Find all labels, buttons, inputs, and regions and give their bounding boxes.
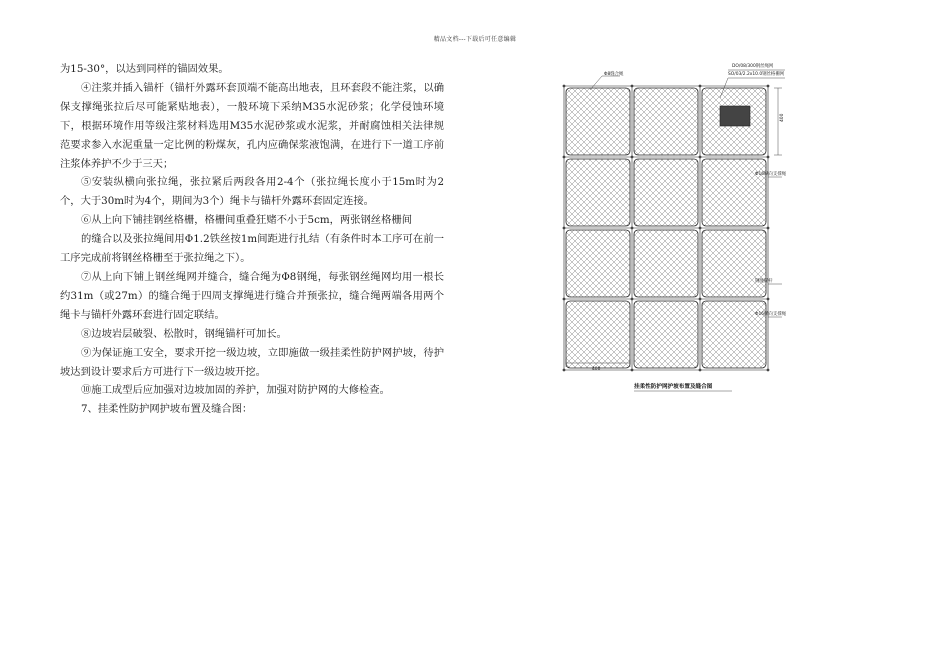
rope-anchor (631, 85, 634, 88)
label-anchor: 钢绳锚杆 (755, 279, 773, 284)
rope-anchor (631, 156, 634, 159)
net-panel (634, 88, 698, 155)
rope-anchor (699, 298, 702, 301)
net-panel (566, 88, 630, 155)
wire-grid-sample (720, 106, 750, 126)
label-cell-height: 400 (780, 113, 785, 122)
rope-anchor (631, 298, 634, 301)
paragraph: 7、挂柔性防护网护坡布置及缝合图： (81, 403, 253, 416)
label-horizontal-rope: Φ16横向支撑绳 (755, 312, 786, 317)
rope-anchor (563, 369, 566, 372)
rope-anchor (631, 369, 634, 372)
paragraph: ⑥从上向下铺挂钢丝格栅，格栅间重叠狂赌不小于5cm，两张钢丝格栅间 (81, 214, 412, 227)
paragraph: ④注浆并插入锚杆（锚杆外露环套顶端不能高出地表，且环套段不能注浆，以确保支撑绳张拉后尽可能紧贴地表），一般环境下采纳M35水泥砂浆；化学侵蚀环境下，根据环境作用等级注浆材料选用M35水泥砂浆或水泥浆，并耐腐蚀相关法律规范要求参入水泥重量一定比例的粉煤灰，孔内应确保浆液饱满，在进行下一道工序前注浆体养护不少于三天； (60, 81, 444, 170)
net-panel (702, 159, 766, 226)
paragraph: ⑨为保证施工安全，要求开挖一级边坡，立即施做一级挂柔性防护网护坡，待护坡达到设计要求后方可进行下一级边坡开挖。 (60, 346, 444, 378)
net-panel (702, 230, 766, 297)
net-panel (634, 159, 698, 226)
label-cell-width: 400 (592, 367, 601, 372)
label-wire-grid: SO/03/2.2x10.0钢丝格栅网 (728, 72, 785, 77)
net-layout-svg (560, 58, 800, 398)
label-vertical-rope: Φ16纵向支撑绳 (755, 172, 786, 177)
rope-anchor (699, 156, 702, 159)
rope-anchor (699, 85, 702, 88)
paragraph: 的缝合以及张拉绳间用Φ1.2铁丝按1m间距进行扎结（有条件时本工序可在前一工序完成前将钢丝格栅至于张拉绳之下）。 (60, 233, 444, 265)
rope-anchor (767, 85, 770, 88)
rope-anchor (767, 369, 770, 372)
rope-anchor (767, 156, 770, 159)
paragraph: ⑩施工成型后应加强对边坡加固的养护，加强对防护网的大修检查。 (81, 384, 390, 397)
label-wire-net: DO/08/300钢丝绳网 (732, 64, 774, 69)
rope-anchor (699, 227, 702, 230)
rope-anchor (563, 85, 566, 88)
rope-anchor (563, 156, 566, 159)
net-panel (634, 301, 698, 368)
rope-anchor (767, 227, 770, 230)
rope-anchor (631, 227, 634, 230)
rope-anchor (767, 298, 770, 301)
paragraph: 为15-30°，以达到同样的锚固效果。 (60, 63, 229, 75)
net-layout-diagram (560, 58, 800, 398)
paragraph: ⑧边坡岩层破裂、松散时，钢绳锚杆可加长。 (81, 327, 287, 340)
diagram-caption: 挂柔性防护网护坡布置及缝合图 (634, 384, 713, 390)
net-panel (566, 301, 630, 368)
net-panel (566, 159, 630, 226)
paragraph: ⑤安装纵横向张拉绳，张拉紧后两段各用2-4个（张拉绳长度小于15m时为2个，大于30m时为4个，期间为3个）绳卡与锚杆外露环套固定连接。 (60, 176, 444, 208)
rope-anchor (563, 298, 566, 301)
label-stitch-rope: Φ8缝合绳 (604, 72, 624, 77)
net-panel (566, 230, 630, 297)
net-panel (634, 230, 698, 297)
body-text (60, 60, 444, 419)
rope-anchor (699, 369, 702, 372)
rope-anchor (563, 227, 566, 230)
page-header: 精品文档---下载后可任意编辑 (433, 36, 517, 43)
paragraph: ⑦从上向下铺上钢丝绳网并缝合，缝合绳为Φ8钢绳，每张钢丝绳网均用一根长约31m（或27m）的缝合绳于四周支撑绳进行缝合并预张拉，缝合绳两端各用两个绳卡与锚杆外露环套进行固定联结。 (60, 270, 444, 321)
